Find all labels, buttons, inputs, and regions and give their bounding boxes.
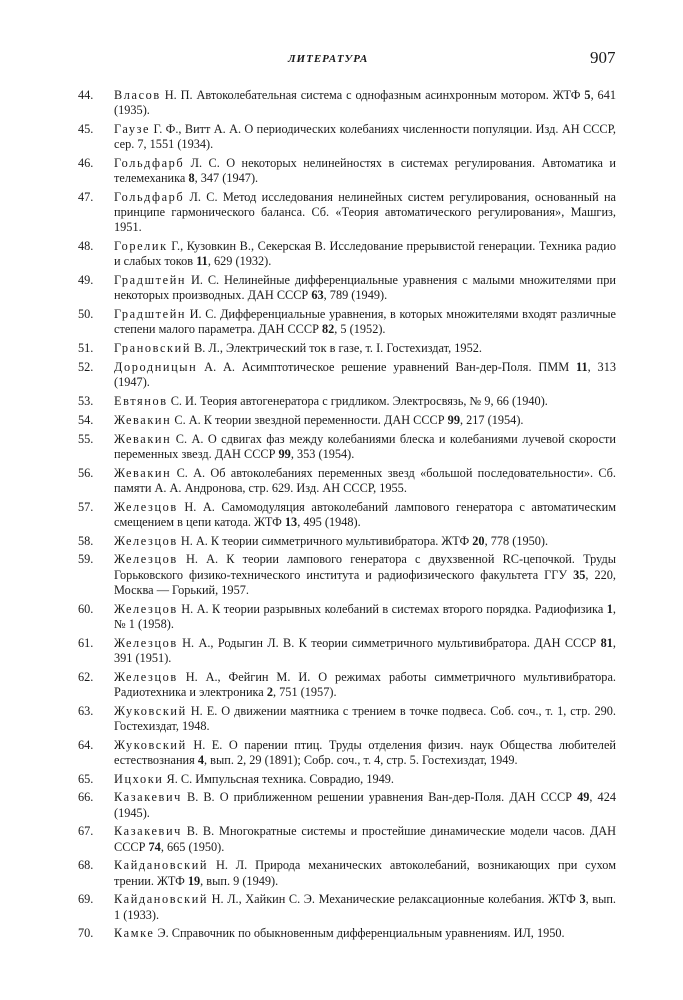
reference-text: Л. С. Метод исследования нелинейных систем регулирования, основанный на принципе гармонического баланса. Сб. «Теория автоматического регулирования», Машгиз, 1951. xyxy=(114,190,616,235)
reference-volume: 20 xyxy=(472,533,485,548)
reference-text: Г., Кузовкин В., Секерская В. Исследование прерывистой генерации. Техника радио и слабых токов xyxy=(114,239,616,269)
reference-tail: , 789 (1949). xyxy=(323,288,388,303)
reference-item xyxy=(78,307,616,337)
reference-text: Н. Е. О движении маятника с трением в точке подвеса. Соб. соч., т. 1, стр. 290. Гостехиздат, 1948. xyxy=(114,703,616,733)
reference-author: Железцов xyxy=(114,533,178,548)
reference-volume: 4 xyxy=(197,752,205,767)
reference-number: 56. xyxy=(78,465,94,480)
reference-number: 53. xyxy=(78,394,94,408)
reference-tail: , 424 (1945). xyxy=(114,790,616,820)
reference-item xyxy=(78,670,616,700)
reference-text: Н. А. К теории лампового генератора с двухзвенной RC-цепочкой. Труды Горьковского физико-технического института и радиофизического факультета ГГУ xyxy=(114,552,616,582)
reference-item xyxy=(78,341,616,356)
reference-author: Железцов xyxy=(114,552,178,567)
reference-text: Н. Е. О парении птиц. Труды отделения физич. наук Общества любителей естествознания xyxy=(114,737,616,767)
reference-item xyxy=(78,824,616,854)
reference-item xyxy=(78,636,616,666)
reference-item xyxy=(78,704,616,734)
reference-tail: , 751 (1957). xyxy=(273,684,337,699)
reference-author: Дородницын xyxy=(114,360,198,374)
reference-author: Жевакин xyxy=(114,465,172,480)
reference-author: Гольдфарб xyxy=(114,156,185,170)
reference-number: 52. xyxy=(78,360,94,374)
reference-author: Градштейн xyxy=(114,273,187,288)
reference-item xyxy=(78,790,616,820)
reference-volume: 99 xyxy=(447,412,460,427)
reference-item xyxy=(78,432,616,462)
reference-tail: , 217 (1954). xyxy=(459,412,524,427)
reference-number: 44. xyxy=(78,88,94,102)
reference-volume: 5 xyxy=(584,88,591,102)
reference-text: Я. С. Импульсная техника. Соврадио, 1949. xyxy=(163,771,394,786)
reference-list xyxy=(78,88,616,945)
reference-item xyxy=(78,239,616,269)
page-header xyxy=(0,46,683,70)
reference-item xyxy=(78,500,616,530)
reference-number: 59. xyxy=(78,552,94,567)
reference-number: 57. xyxy=(78,499,94,514)
reference-author: Жевакин xyxy=(114,412,172,427)
reference-author: Железцов xyxy=(114,499,178,514)
reference-volume: 81 xyxy=(600,635,613,650)
reference-item xyxy=(78,892,616,922)
reference-text: В. В. О приближенном решении уравнения Ван-дер-Поля. ДАН СССР xyxy=(181,790,578,805)
reference-author: Жевакин xyxy=(114,431,172,446)
reference-volume: 2 xyxy=(266,684,273,699)
reference-number: 54. xyxy=(78,412,94,427)
reference-tail: , 313 (1947). xyxy=(114,360,616,390)
reference-item xyxy=(78,926,616,941)
reference-volume: 3 xyxy=(579,892,586,907)
reference-author: Казакевич xyxy=(114,790,182,805)
reference-item xyxy=(78,772,616,787)
reference-tail: , 495 (1948). xyxy=(297,514,361,529)
reference-item xyxy=(78,466,616,496)
reference-item xyxy=(78,413,616,428)
reference-tail: , 5 (1952). xyxy=(334,322,386,337)
reference-author: Казакевич xyxy=(114,824,182,839)
reference-number: 47. xyxy=(78,190,94,204)
reference-volume: 82 xyxy=(321,322,335,337)
reference-number: 67. xyxy=(78,824,94,839)
reference-item xyxy=(78,190,616,236)
reference-volume: 11 xyxy=(576,360,588,374)
reference-tail: , 778 (1950). xyxy=(484,533,549,548)
reference-item xyxy=(78,738,616,768)
reference-number: 63. xyxy=(78,703,94,718)
reference-item xyxy=(78,156,616,186)
reference-author: Железцов xyxy=(114,635,178,650)
reference-text: В. В. Многократные системы и простейшие динамические модели часов. ДАН СССР xyxy=(114,824,616,854)
reference-text: С. А. Об автоколебаниях переменных звезд «большой последовательности». Сб. памяти А. А. Андронова, стр. 629. Изд. АН СССР, 1955. xyxy=(114,465,616,495)
reference-number: 70. xyxy=(78,926,94,941)
reference-author: Кайдановский xyxy=(114,892,209,907)
reference-number: 51. xyxy=(78,341,94,356)
reference-text: С. И. Теория автогенератора с гридликом. Электросвязь, № 9, 66 (1940). xyxy=(167,394,548,408)
reference-item xyxy=(78,534,616,549)
reference-tail: , № 1 (1958). xyxy=(114,601,616,631)
reference-volume: 99 xyxy=(278,446,291,461)
reference-tail: , вып. 2, 29 (1891); Собр. соч., т. 4, стр. 5. Гостехиздат, 1949. xyxy=(204,752,518,767)
reference-text: Н. А. К теории разрывных колебаний в системах второго порядка. Радиофизика xyxy=(177,601,607,616)
reference-text: И. С. Дифференциальные уравнения, в которых множителями входят различные степени малого параметра. ДАН СССР xyxy=(114,307,616,337)
reference-number: 46. xyxy=(78,156,94,170)
running-title: ЛИТЕРАТУРА xyxy=(288,53,369,65)
reference-volume: 49 xyxy=(577,790,590,805)
reference-number: 58. xyxy=(78,533,94,548)
reference-text: С. А. О сдвигах фаз между колебаниями блеска и колебаниями лучевой скорости переменных звезд. ДАН СССР xyxy=(114,431,616,461)
reference-author: Горелик xyxy=(114,239,168,254)
reference-volume: 35 xyxy=(573,567,586,582)
reference-number: 50. xyxy=(78,307,94,322)
reference-number: 64. xyxy=(78,737,94,752)
reference-volume: 11 xyxy=(196,254,208,269)
page-number: 907 xyxy=(590,48,616,67)
reference-item xyxy=(78,394,616,409)
reference-tail: , вып. 1 (1933). xyxy=(114,892,616,922)
reference-number: 69. xyxy=(78,892,94,907)
reference-volume: 1 xyxy=(606,601,613,616)
reference-author: Евтянов xyxy=(114,394,168,408)
reference-text: Н. Л. Природа механических автоколебаний, возникающих при сухом трении. ЖТФ xyxy=(114,858,616,888)
reference-text: Э. Справочник по обыкновенным дифференциальным уравнениям. ИЛ, 1950. xyxy=(154,926,565,941)
reference-volume: 19 xyxy=(187,873,201,888)
reference-text: Н. А. Самомодуляция автоколебаний лампового генератора с автоматическим смещением в цепи катода. ЖТФ xyxy=(114,499,616,529)
reference-text: В. Л., Электрический ток в газе, т. I. Гостехиздат, 1952. xyxy=(191,341,482,356)
reference-author: Железцов xyxy=(114,669,178,684)
reference-text: С. А. К теории звездной переменности. ДАН СССР xyxy=(171,412,448,427)
reference-item xyxy=(78,273,616,303)
reference-text: А. А. Асимптотическое решение уравнений Ван-дер-Поля. ПММ xyxy=(197,360,576,374)
reference-text: Л. С. О некоторых нелинейностях в системах регулирования. Автоматика и телемеханика xyxy=(114,156,616,186)
reference-number: 62. xyxy=(78,669,94,684)
reference-item xyxy=(78,602,616,632)
reference-text: И. С. Нелинейные дифференциальные уравнения с малыми множителями при некоторых производных. ДАН СССР xyxy=(114,273,616,303)
reference-text: Н. Л., Хайкин С. Э. Механические релаксационные колебания. ЖТФ xyxy=(208,892,580,907)
reference-tail: , вып. 9 (1949). xyxy=(200,873,279,888)
reference-number: 65. xyxy=(78,771,94,786)
reference-item xyxy=(78,122,616,152)
reference-author: Жуковский xyxy=(114,737,187,752)
reference-number: 68. xyxy=(78,858,94,873)
reference-tail: , 391 (1951). xyxy=(114,635,616,665)
reference-text: Г. Ф., Витт А. А. О периодических колебаниях численности популяции. Изд. АН СССР, сер. 7, 1551 (1934). xyxy=(114,122,616,152)
reference-author: Гаузе xyxy=(114,122,151,136)
reference-author: Кайдановский xyxy=(114,858,209,873)
reference-number: 55. xyxy=(78,431,94,446)
reference-text: Н. А. К теории симметричного мультивибратора. ЖТФ xyxy=(177,533,473,548)
reference-tail: , 347 (1947). xyxy=(194,171,259,186)
reference-item xyxy=(78,360,616,390)
reference-text: Н. А., Родыгин Л. В. К теории симметричного мультивибратора. ДАН СССР xyxy=(177,635,601,650)
reference-author: Грановский xyxy=(114,341,191,356)
reference-tail: , 641 (1935). xyxy=(114,88,616,118)
reference-item xyxy=(78,552,616,598)
reference-number: 66. xyxy=(78,790,94,805)
reference-tail: , 665 (1950). xyxy=(160,839,225,854)
reference-tail: , 353 (1954). xyxy=(290,446,355,461)
reference-tail: , 629 (1932). xyxy=(207,254,272,269)
reference-author: Градштейн xyxy=(114,307,187,322)
reference-number: 48. xyxy=(78,239,94,254)
reference-author: Ицхоки xyxy=(114,771,164,786)
reference-number: 45. xyxy=(78,122,94,136)
reference-volume: 74 xyxy=(148,839,161,854)
reference-text: Н. П. Автоколебательная система с однофазным асинхронным мотором. ЖТФ xyxy=(160,88,585,102)
reference-number: 49. xyxy=(78,273,94,288)
reference-author: Железцов xyxy=(114,601,178,616)
reference-volume: 63 xyxy=(311,288,324,303)
reference-author: Камке xyxy=(114,926,155,941)
reference-tail: , 220, Москва — Горький, 1957. xyxy=(114,567,617,597)
reference-text: Н. А., Фейгин М. И. О режимах работы симметричного мультивибратора. Радиотехника и электроника xyxy=(114,669,616,699)
reference-volume: 13 xyxy=(284,514,298,529)
reference-item xyxy=(78,858,616,888)
reference-number: 60. xyxy=(78,601,94,616)
reference-author: Власов xyxy=(114,88,161,102)
reference-number: 61. xyxy=(78,635,94,650)
reference-author: Гольдфарб xyxy=(114,190,185,204)
reference-item xyxy=(78,88,616,118)
reference-volume: 8 xyxy=(188,171,195,186)
reference-author: Жуковский xyxy=(114,703,187,718)
